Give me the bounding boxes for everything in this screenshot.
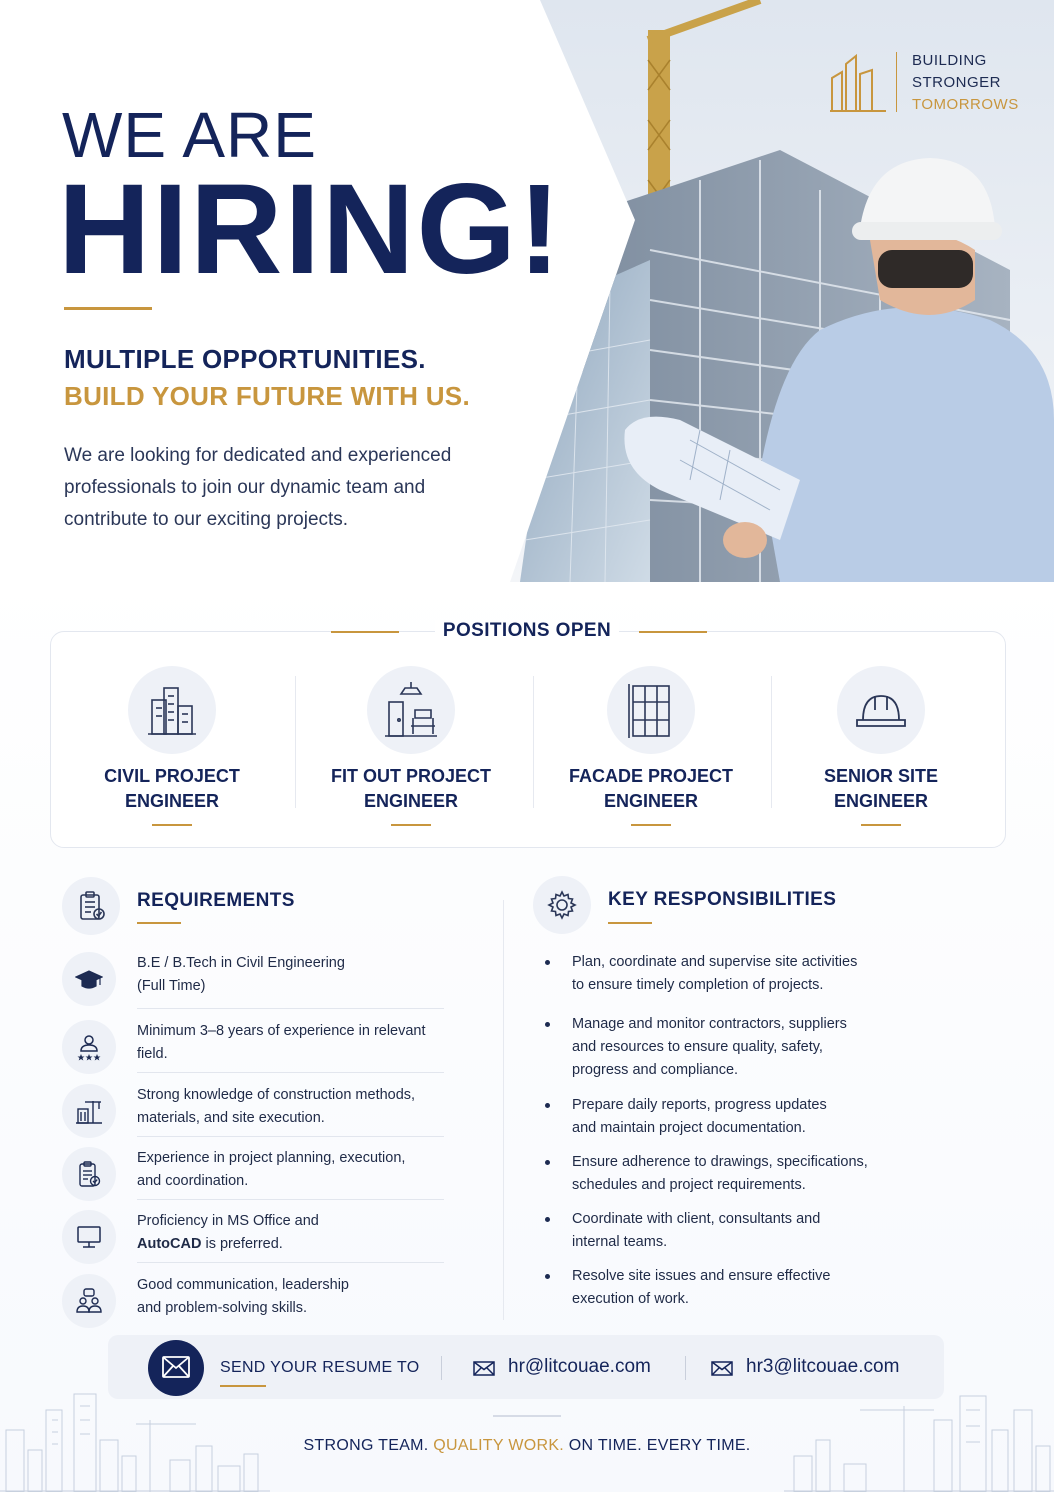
requirement-line-2: and coordination. <box>137 1173 249 1189</box>
position-label <box>291 764 531 814</box>
requirement-text <box>137 1020 447 1066</box>
envelope-icon <box>162 1356 190 1378</box>
responsibility-line: Manage and monitor contractors, suppliers <box>572 1016 847 1032</box>
requirement-line-1: Good communication, leadership <box>137 1277 349 1293</box>
requirement-item <box>62 948 446 1008</box>
responsibilities-icon-bg <box>533 876 591 934</box>
requirement-icon-bg <box>62 1084 116 1138</box>
experience-user-icon <box>75 1033 103 1061</box>
position-icon-bg <box>837 666 925 754</box>
construction-site-icon <box>75 1097 103 1125</box>
position-line-2: ENGINEER <box>124 791 220 811</box>
column-divider <box>503 900 504 1320</box>
graduation-cap-icon <box>75 965 103 993</box>
logo-line-2: STRONGER <box>912 74 1002 91</box>
position-underline <box>391 824 431 826</box>
intro-paragraph: We are looking for dedicated and experienced professionals to join our dynamic team and contribute to our exciting projects. <box>64 445 452 530</box>
responsibility-line: and resources to ensure quality, safety, <box>572 1039 823 1055</box>
clipboard-check-icon <box>75 890 107 922</box>
responsibility-line: and maintain project documentation. <box>572 1120 806 1136</box>
requirement-divider <box>137 1199 444 1200</box>
tagline-part-3: ON TIME. EVERY TIME. <box>564 1437 751 1454</box>
requirement-line-1: Experience in project planning, execution, <box>137 1150 406 1166</box>
requirement-text <box>137 1084 447 1130</box>
footer-rule <box>493 1415 561 1417</box>
responsibility-line: Plan, coordinate and supervise site activities <box>572 954 858 970</box>
position-senior-site <box>761 666 1001 836</box>
requirement-icon-bg <box>62 1147 116 1201</box>
envelope-icon <box>473 1361 495 1376</box>
requirement-item <box>62 1016 446 1076</box>
position-label <box>761 764 1001 814</box>
subtitle-opportunities: MULTIPLE OPPORTUNITIES. <box>64 344 426 374</box>
bullet-dot <box>545 1217 550 1222</box>
building-logo-icon <box>830 52 886 112</box>
requirement-line-2: materials, and site execution. <box>137 1110 325 1126</box>
position-facade <box>531 666 771 836</box>
headline-rule <box>64 307 152 310</box>
position-label <box>531 764 771 814</box>
requirement-text <box>137 1274 447 1320</box>
facade-window-icon <box>621 680 681 740</box>
requirement-text <box>137 1210 447 1256</box>
requirement-item <box>62 1143 446 1203</box>
requirements-icon-bg <box>62 877 120 935</box>
position-fit-out <box>291 666 531 836</box>
requirement-line-2 <box>137 1233 447 1256</box>
responsibilities-title: KEY RESPONSIBILITIES <box>608 889 837 910</box>
responsibility-text <box>572 1013 902 1082</box>
responsibility-line: internal teams. <box>572 1234 668 1250</box>
position-line-2: ENGINEER <box>603 791 699 811</box>
footer-tagline <box>0 1437 1054 1455</box>
send-resume-label: SEND YOUR RESUME TO <box>220 1359 420 1376</box>
team-communication-icon <box>75 1287 103 1315</box>
position-line-1: CIVIL PROJECT <box>104 766 240 786</box>
position-underline <box>631 824 671 826</box>
company-logo <box>830 48 1030 118</box>
responsibility-line: Ensure adherence to drawings, specifications, <box>572 1154 868 1170</box>
contact-separator <box>441 1356 442 1380</box>
city-skyline-right <box>784 1380 1054 1492</box>
headline-hiring: HIRING! <box>58 158 563 301</box>
requirement-icon-bg <box>62 1274 116 1328</box>
position-underline <box>861 824 901 826</box>
position-icon-bg <box>607 666 695 754</box>
positions-title: POSITIONS OPEN <box>435 620 619 641</box>
tagline-part-2: QUALITY WORK. <box>433 1437 565 1454</box>
position-civil <box>52 666 292 836</box>
envelope-icon <box>711 1361 733 1376</box>
position-line-1: FACADE PROJECT <box>568 766 734 786</box>
logo-divider <box>896 52 897 112</box>
interior-icon <box>381 680 441 740</box>
city-skyline-left <box>0 1380 270 1492</box>
requirement-bold-term: AutoCAD <box>137 1236 202 1252</box>
bullet-dot <box>545 1103 550 1108</box>
requirement-divider <box>137 1072 444 1073</box>
responsibility-text <box>572 951 902 997</box>
position-line-1: FIT OUT PROJECT <box>330 766 491 786</box>
position-label <box>52 764 292 814</box>
responsibility-line: schedules and project requirements. <box>572 1177 806 1193</box>
requirement-item <box>62 1080 446 1140</box>
requirement-line-2: field. <box>137 1046 168 1062</box>
position-line-1: SENIOR SITE <box>823 766 939 786</box>
bullet-dot <box>545 960 550 965</box>
requirement-icon-bg <box>62 1210 116 1264</box>
requirement-divider <box>137 1262 444 1263</box>
requirement-divider <box>137 1008 444 1009</box>
bullet-dot <box>545 1022 550 1027</box>
responsibility-line: to ensure timely completion of projects. <box>572 977 824 993</box>
position-underline <box>152 824 192 826</box>
email-link-1[interactable]: hr@litcouae.com <box>508 1356 651 1377</box>
monitor-icon <box>75 1223 103 1251</box>
logo-line-3: TOMORROWS <box>912 96 1019 113</box>
requirement-line-2: (Full Time) <box>137 978 206 994</box>
requirement-line-1: Strong knowledge of construction methods, <box>137 1087 416 1103</box>
requirement-icon-bg <box>62 1020 116 1074</box>
responsibility-line: Resolve site issues and ensure effective <box>572 1268 831 1284</box>
bullet-dot <box>545 1274 550 1279</box>
responsibility-text <box>572 1094 902 1140</box>
requirements-rule <box>137 922 181 924</box>
contact-separator <box>685 1356 686 1380</box>
responsibility-line: Coordinate with client, consultants and <box>572 1211 821 1227</box>
logo-text <box>912 50 1019 116</box>
hard-hat-icon <box>851 680 911 740</box>
responsibility-text <box>572 1265 902 1311</box>
responsibilities-rule <box>608 922 652 924</box>
requirement-text <box>137 1147 447 1193</box>
requirement-line-2-rest: is preferred. <box>201 1236 283 1252</box>
tagline-part-1: STRONG TEAM. <box>303 1437 434 1454</box>
subtitle-build-future: BUILD YOUR FUTURE WITH US. <box>64 381 470 411</box>
clipboard-check-icon <box>75 1160 103 1188</box>
responsibility-text <box>572 1208 902 1254</box>
headline-we-are: WE ARE <box>62 99 317 171</box>
requirement-line-1: Proficiency in MS Office and <box>137 1213 319 1229</box>
buildings-icon <box>142 680 202 740</box>
responsibility-line: progress and compliance. <box>572 1062 739 1078</box>
requirement-line-1: B.E / B.Tech in Civil Engineering <box>137 955 345 971</box>
requirement-divider <box>137 1136 444 1137</box>
responsibility-line: Prepare daily reports, progress updates <box>572 1097 827 1113</box>
position-line-2: ENGINEER <box>363 791 459 811</box>
responsibility-line: execution of work. <box>572 1291 689 1307</box>
requirement-icon-bg <box>62 952 116 1006</box>
position-line-2: ENGINEER <box>833 791 929 811</box>
responsibility-text <box>572 1151 902 1197</box>
requirement-text <box>137 952 447 998</box>
requirement-item <box>62 1206 446 1266</box>
position-icon-bg <box>367 666 455 754</box>
email-link-2[interactable]: hr3@litcouae.com <box>746 1356 900 1377</box>
bullet-dot <box>545 1160 550 1165</box>
requirements-title: REQUIREMENTS <box>137 890 295 911</box>
requirement-item <box>62 1270 446 1330</box>
requirement-line-1: Minimum 3–8 years of experience in relevant <box>137 1023 426 1039</box>
requirement-line-2: and problem-solving skills. <box>137 1300 308 1316</box>
positions-heading <box>0 618 1054 644</box>
gear-icon <box>546 889 578 921</box>
logo-line-1: BUILDING <box>912 52 987 69</box>
position-icon-bg <box>128 666 216 754</box>
